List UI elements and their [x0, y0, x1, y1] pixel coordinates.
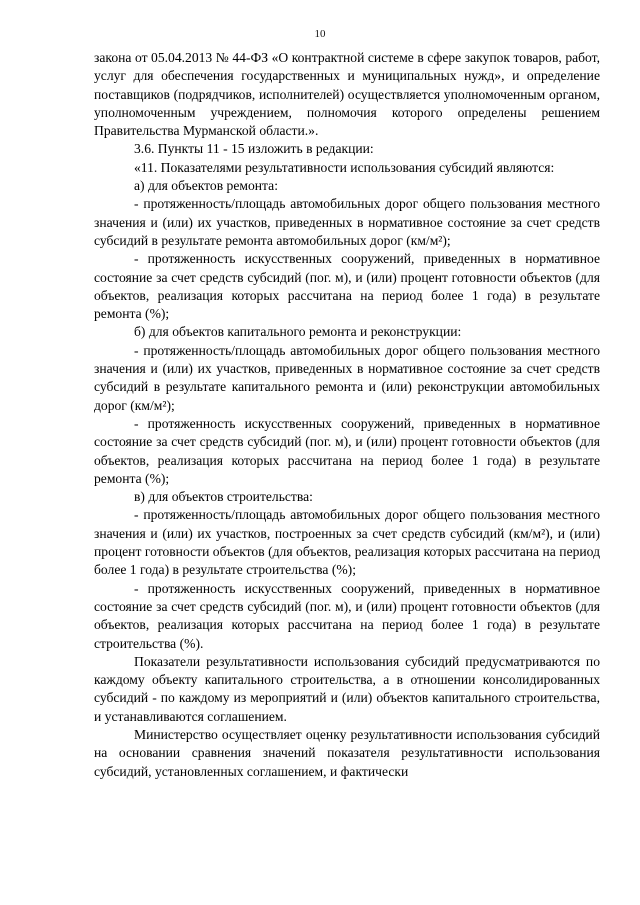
paragraph-repair-roads: - протяженность/площадь автомобильных дорог общего пользования местного значения и (или) их участков, приведенных в нормативное состояние за счет средств субсидий в результате ремонта автомобильных дорог (км/м²); [94, 196, 600, 248]
paragraph-item-3-6: 3.6. Пункты 11 - 15 изложить в редакции: [134, 141, 374, 157]
document-body [94, 49, 600, 781]
paragraph-item-11: «11. Показателями результативности использования субсидий являются: [134, 159, 555, 175]
paragraph-capital-repair-heading: б) для объектов капитального ремонта и реконструкции: [134, 324, 462, 340]
paragraph-capital-repair-structures: - протяженность искусственных сооружений, приведенных в нормативное состояние за счет средств субсидий (пог. м), и (или) процент готовности объектов (для объектов, реализация которых рассчитана на период более 1 года) в результате ремонта (%); [94, 415, 600, 486]
paragraph-construction-roads: - протяженность/площадь автомобильных дорог общего пользования местного значения и (или) их участков, построенных за счет средств субсидий (км/м²), и (или) процент готовности объектов (для объектов, реализация которых рассчитана на период более 1 года) в результате строительства (%); [94, 507, 600, 578]
paragraph-ministry-assessment: Министерство осуществляет оценку результативности использования субсидий на основании сравнения значений показателя результативности использования субсидий, установленных соглашением, и фактически [94, 726, 600, 779]
page-number: 10 [314, 28, 326, 40]
paragraph-indicators: Показатели результативности использования субсидий предусматриваются по каждому объекту капитального строительства, а в отношении консолидированных субсидий - по каждому из мероприятий и (или) объектов капитального строительства, и устанавливаются соглашением. [94, 653, 600, 724]
paragraph-construction-heading: в) для объектов строительства: [134, 489, 313, 505]
paragraph-capital-repair-roads: - протяженность/площадь автомобильных дорог общего пользования местного значения и (или) их участков, приведенных в нормативное состояние за счет средств субсидий в результате капитального ремонта и (или) реконструкции автомобильных дорог (км/м²); [94, 342, 600, 413]
paragraph-law-reference: закона от 05.04.2013 № 44-ФЗ «О контрактной системе в сфере закупок товаров, работ, услуг для обеспечения государственных и муниципальных нужд», и определение поставщиков (подрядчиков, исполнителей) осуществляется уполномоченным органом, уполномоченным учреждением, полномочия которого определены решением Правительства Мурманской области.». [94, 50, 600, 139]
paragraph-repair-structures: - протяженность искусственных сооружений, приведенных в нормативное состояние за счет средств субсидий (пог. м), и (или) процент готовности объектов (для объектов, реализация которых рассчитана на период более 1 года) в результате ремонта (%); [94, 251, 600, 322]
paragraph-construction-structures: - протяженность искусственных сооружений, приведенных в нормативное состояние за счет средств субсидий (пог. м), и (или) процент готовности объектов (для объектов, реализация которых рассчитана на период более 1 года) в результате строительства (%). [94, 580, 600, 651]
paragraph-repair-heading: а) для объектов ремонта: [134, 178, 278, 194]
